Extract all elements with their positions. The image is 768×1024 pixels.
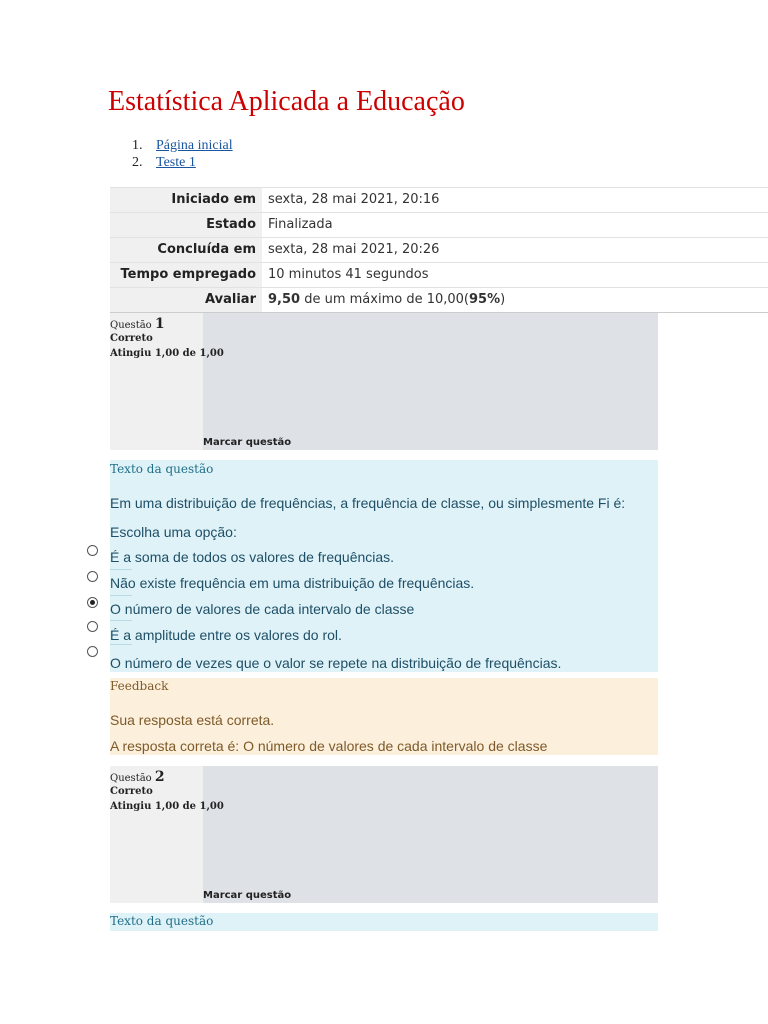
question-prompt: Em uma distribuição de frequências, a frequência de classe, ou simplesmente Fi é:: [110, 495, 626, 511]
feedback-result: Sua resposta está correta.: [110, 712, 275, 728]
summary-row: [110, 238, 768, 263]
radio-option-1[interactable]: [87, 545, 98, 556]
answer-option-1[interactable]: É a soma de todos os valores de frequências.: [110, 549, 395, 565]
question-1-number: [110, 316, 165, 332]
summary-value: sexta, 28 mai 2021, 20:26: [262, 238, 768, 263]
question-1-grade: Atingiu 1,00 de 1,00: [110, 348, 224, 359]
radio-option-2[interactable]: [87, 571, 98, 582]
summary-label: Tempo empregado: [110, 263, 262, 288]
radio-option-3-selected[interactable]: [87, 597, 98, 608]
option-divider: [110, 644, 132, 645]
grade-score: 9,50: [268, 292, 301, 307]
page-title: Estatística Aplicada a Educação: [108, 86, 465, 117]
question-prefix: Questão: [110, 320, 152, 331]
breadcrumb-item-test: [132, 154, 233, 171]
answer-option-5[interactable]: O número de vezes que o valor se repete na distribuição de frequências.: [110, 655, 562, 671]
question-2-grade: Atingiu 1,00 de 1,00: [110, 801, 224, 812]
question-2-content: [110, 913, 658, 931]
question-1-content: [110, 460, 658, 672]
summary-value: [262, 288, 768, 313]
summary-row: [110, 188, 768, 213]
breadcrumb-number: 2.: [132, 155, 143, 170]
breadcrumb-link-test[interactable]: Teste 1: [156, 155, 196, 170]
summary-row: [110, 288, 768, 313]
grade-max: de um máximo de 10,00(: [300, 292, 469, 307]
option-divider: [110, 620, 132, 621]
question-2-state: Correto: [110, 786, 153, 797]
summary-label: Avaliar: [110, 288, 262, 313]
question-number: 2: [154, 769, 165, 785]
breadcrumb-item-home: [132, 137, 233, 154]
question-2-info: [110, 766, 658, 903]
question-text-label: Texto da questão: [110, 462, 214, 476]
question-prefix: Questão: [110, 773, 152, 784]
question-2-flag-link[interactable]: Marcar questão: [203, 890, 292, 901]
summary-value: 10 minutos 41 segundos: [262, 263, 768, 288]
answer-option-3[interactable]: O número de valores de cada intervalo de classe: [110, 601, 415, 617]
radio-option-5[interactable]: [87, 646, 98, 657]
option-divider: [110, 595, 132, 596]
attempt-summary-table: [110, 187, 768, 313]
summary-label: Concluída em: [110, 238, 262, 263]
question-number: 1: [154, 316, 165, 332]
grade-percent: 95%: [468, 292, 501, 307]
radio-option-4[interactable]: [87, 621, 98, 632]
summary-label: Estado: [110, 213, 262, 238]
answer-option-2[interactable]: Não existe frequência em uma distribuição de frequências.: [110, 575, 475, 591]
choose-option-label: Escolha uma opção:: [110, 524, 237, 540]
breadcrumb-number: 1.: [132, 138, 143, 153]
question-1-info: [110, 313, 658, 450]
grade-close: ): [500, 292, 506, 307]
feedback-correct-answer: A resposta correta é: O número de valores de cada intervalo de classe: [110, 738, 548, 754]
summary-row: [110, 263, 768, 288]
answer-option-4[interactable]: É a amplitude entre os valores do rol.: [110, 627, 342, 643]
option-divider: [110, 569, 132, 570]
summary-value: Finalizada: [262, 213, 768, 238]
question-1-flag-link[interactable]: Marcar questão: [203, 437, 292, 448]
summary-value: sexta, 28 mai 2021, 20:16: [262, 188, 768, 213]
question-1-state: Correto: [110, 333, 153, 344]
question-1-feedback: [110, 678, 658, 755]
summary-label: Iniciado em: [110, 188, 262, 213]
feedback-label: Feedback: [110, 679, 169, 693]
breadcrumb-link-home[interactable]: Página inicial: [156, 138, 233, 153]
breadcrumb: [132, 137, 233, 171]
question-2-number: [110, 769, 165, 785]
question-text-label: Texto da questão: [110, 914, 214, 928]
summary-row: [110, 213, 768, 238]
